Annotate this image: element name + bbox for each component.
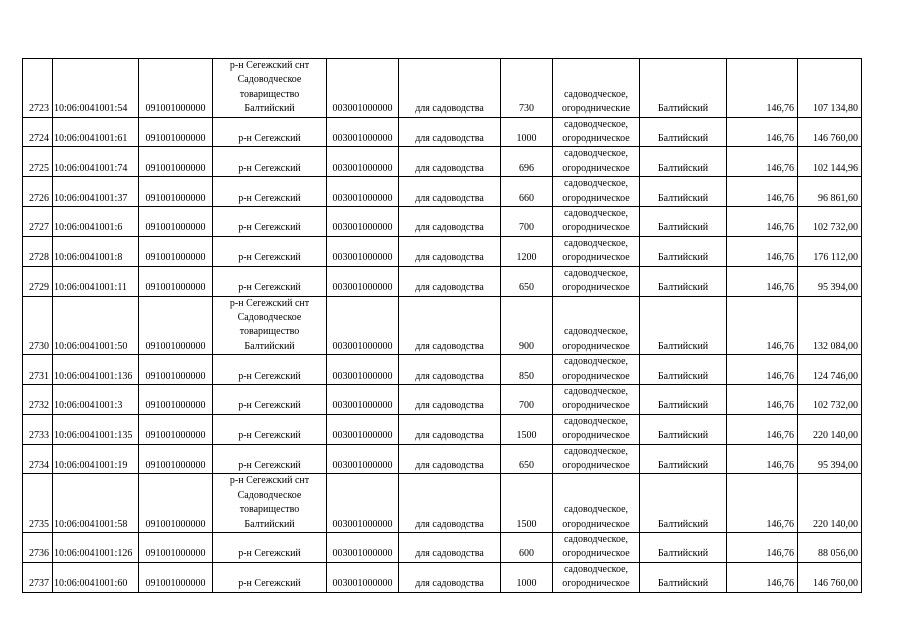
permitted-use-cell: для садоводства <box>399 474 501 533</box>
zone-code-cell: 003001000000 <box>327 147 399 177</box>
cadastral-value-cell: 96 861,60 <box>798 177 862 207</box>
area-cell: 1200 <box>501 236 553 266</box>
table-row <box>23 266 862 296</box>
okato-code-cell: 091001000000 <box>139 414 213 444</box>
row-number-cell: 2732 <box>23 384 53 414</box>
row-number-cell: 2735 <box>23 474 53 533</box>
okato-code-cell: 091001000000 <box>139 59 213 118</box>
cadastral-number-cell: 10:06:0041001:3 <box>53 384 139 414</box>
location-cell: р-н Сегежский <box>213 355 327 385</box>
specific-value-cell: 146,76 <box>727 147 798 177</box>
cadastral-value-cell: 176 112,00 <box>798 236 862 266</box>
cadastral-number-cell: 10:06:0041001:6 <box>53 207 139 237</box>
cadastral-number-cell: 10:06:0041001:50 <box>53 296 139 355</box>
land-use-type-cell: садоводческое, огородническое <box>553 147 640 177</box>
location-cell: р-н Сегежский снт Садоводческое товарищество Балтийский <box>213 59 327 118</box>
permitted-use-cell: для садоводства <box>399 266 501 296</box>
area-cell: 1000 <box>501 562 553 592</box>
settlement-name-cell: Балтийский <box>640 533 727 563</box>
zone-code-cell: 003001000000 <box>327 59 399 118</box>
area-cell: 900 <box>501 296 553 355</box>
specific-value-cell: 146,76 <box>727 59 798 118</box>
table-row <box>23 384 862 414</box>
okato-code-cell: 091001000000 <box>139 444 213 474</box>
location-cell: р-н Сегежский <box>213 533 327 563</box>
specific-value-cell: 146,76 <box>727 296 798 355</box>
settlement-name-cell: Балтийский <box>640 384 727 414</box>
land-use-type-cell: садоводческое, огородническое <box>553 384 640 414</box>
permitted-use-cell: для садоводства <box>399 236 501 266</box>
table-row <box>23 59 862 118</box>
okato-code-cell: 091001000000 <box>139 474 213 533</box>
permitted-use-cell: для садоводства <box>399 147 501 177</box>
location-cell: р-н Сегежский <box>213 414 327 444</box>
land-use-type-cell: садоводческое, огородническое <box>553 414 640 444</box>
area-cell: 700 <box>501 384 553 414</box>
row-number-cell: 2725 <box>23 147 53 177</box>
zone-code-cell: 003001000000 <box>327 562 399 592</box>
cadastral-number-cell: 10:06:0041001:11 <box>53 266 139 296</box>
cadastral-value-cell: 88 056,00 <box>798 533 862 563</box>
specific-value-cell: 146,76 <box>727 236 798 266</box>
land-use-type-cell: садоводческое, огородническое <box>553 236 640 266</box>
cadastral-number-cell: 10:06:0041001:8 <box>53 236 139 266</box>
table-row <box>23 444 862 474</box>
zone-code-cell: 003001000000 <box>327 414 399 444</box>
land-cadastral-table <box>22 58 862 593</box>
area-cell: 730 <box>501 59 553 118</box>
location-cell: р-н Сегежский <box>213 117 327 147</box>
zone-code-cell: 003001000000 <box>327 444 399 474</box>
location-cell: р-н Сегежский снт Садоводческое товарищество Балтийский <box>213 296 327 355</box>
cadastral-number-cell: 10:06:0041001:37 <box>53 177 139 207</box>
okato-code-cell: 091001000000 <box>139 533 213 563</box>
permitted-use-cell: для садоводства <box>399 444 501 474</box>
okato-code-cell: 091001000000 <box>139 117 213 147</box>
permitted-use-cell: для садоводства <box>399 414 501 444</box>
permitted-use-cell: для садоводства <box>399 533 501 563</box>
permitted-use-cell: для садоводства <box>399 384 501 414</box>
specific-value-cell: 146,76 <box>727 414 798 444</box>
cadastral-value-cell: 95 394,00 <box>798 266 862 296</box>
land-use-type-cell: садоводческое, огородническое <box>553 207 640 237</box>
area-cell: 1500 <box>501 474 553 533</box>
settlement-name-cell: Балтийский <box>640 59 727 118</box>
land-use-type-cell: садоводческое, огородническое <box>553 177 640 207</box>
specific-value-cell: 146,76 <box>727 355 798 385</box>
settlement-name-cell: Балтийский <box>640 562 727 592</box>
area-cell: 700 <box>501 207 553 237</box>
location-cell: р-н Сегежский <box>213 207 327 237</box>
permitted-use-cell: для садоводства <box>399 296 501 355</box>
row-number-cell: 2727 <box>23 207 53 237</box>
specific-value-cell: 146,76 <box>727 384 798 414</box>
zone-code-cell: 003001000000 <box>327 355 399 385</box>
cadastral-number-cell: 10:06:0041001:135 <box>53 414 139 444</box>
permitted-use-cell: для садоводства <box>399 177 501 207</box>
table-row <box>23 147 862 177</box>
cadastral-value-cell: 220 140,00 <box>798 414 862 444</box>
cadastral-value-cell: 102 144,96 <box>798 147 862 177</box>
row-number-cell: 2736 <box>23 533 53 563</box>
location-cell: р-н Сегежский снт Садоводческое товарищество Балтийский <box>213 474 327 533</box>
area-cell: 1000 <box>501 117 553 147</box>
zone-code-cell: 003001000000 <box>327 474 399 533</box>
land-use-type-cell: садоводческое, огороднические <box>553 59 640 118</box>
zone-code-cell: 003001000000 <box>327 117 399 147</box>
land-use-type-cell: садоводческое, огородническое <box>553 474 640 533</box>
settlement-name-cell: Балтийский <box>640 444 727 474</box>
settlement-name-cell: Балтийский <box>640 355 727 385</box>
land-use-type-cell: садоводческое, огородническое <box>553 444 640 474</box>
land-use-type-cell: садоводческое, огородническое <box>553 533 640 563</box>
area-cell: 1500 <box>501 414 553 444</box>
cadastral-number-cell: 10:06:0041001:126 <box>53 533 139 563</box>
zone-code-cell: 003001000000 <box>327 384 399 414</box>
row-number-cell: 2723 <box>23 59 53 118</box>
row-number-cell: 2729 <box>23 266 53 296</box>
location-cell: р-н Сегежский <box>213 384 327 414</box>
cadastral-value-cell: 107 134,80 <box>798 59 862 118</box>
settlement-name-cell: Балтийский <box>640 147 727 177</box>
table-row <box>23 117 862 147</box>
zone-code-cell: 003001000000 <box>327 296 399 355</box>
settlement-name-cell: Балтийский <box>640 207 727 237</box>
row-number-cell: 2734 <box>23 444 53 474</box>
land-use-type-cell: садоводческое, огородническое <box>553 562 640 592</box>
area-cell: 660 <box>501 177 553 207</box>
row-number-cell: 2733 <box>23 414 53 444</box>
location-cell: р-н Сегежский <box>213 444 327 474</box>
land-use-type-cell: садоводческое, огородническое <box>553 117 640 147</box>
settlement-name-cell: Балтийский <box>640 117 727 147</box>
area-cell: 600 <box>501 533 553 563</box>
permitted-use-cell: для садоводства <box>399 59 501 118</box>
settlement-name-cell: Балтийский <box>640 414 727 444</box>
location-cell: р-н Сегежский <box>213 177 327 207</box>
row-number-cell: 2731 <box>23 355 53 385</box>
cadastral-number-cell: 10:06:0041001:60 <box>53 562 139 592</box>
table-row <box>23 414 862 444</box>
area-cell: 850 <box>501 355 553 385</box>
row-number-cell: 2728 <box>23 236 53 266</box>
specific-value-cell: 146,76 <box>727 117 798 147</box>
cadastral-value-cell: 132 084,00 <box>798 296 862 355</box>
okato-code-cell: 091001000000 <box>139 207 213 237</box>
table-row <box>23 355 862 385</box>
specific-value-cell: 146,76 <box>727 207 798 237</box>
zone-code-cell: 003001000000 <box>327 533 399 563</box>
table-row <box>23 236 862 266</box>
cadastral-number-cell: 10:06:0041001:61 <box>53 117 139 147</box>
okato-code-cell: 091001000000 <box>139 266 213 296</box>
land-use-type-cell: садоводческое, огородническое <box>553 355 640 385</box>
okato-code-cell: 091001000000 <box>139 236 213 266</box>
zone-code-cell: 003001000000 <box>327 207 399 237</box>
okato-code-cell: 091001000000 <box>139 177 213 207</box>
permitted-use-cell: для садоводства <box>399 562 501 592</box>
table-row <box>23 296 862 355</box>
permitted-use-cell: для садоводства <box>399 117 501 147</box>
settlement-name-cell: Балтийский <box>640 474 727 533</box>
cadastral-number-cell: 10:06:0041001:136 <box>53 355 139 385</box>
cadastral-number-cell: 10:06:0041001:58 <box>53 474 139 533</box>
okato-code-cell: 091001000000 <box>139 296 213 355</box>
cadastral-number-cell: 10:06:0041001:54 <box>53 59 139 118</box>
table-body <box>23 59 862 593</box>
okato-code-cell: 091001000000 <box>139 355 213 385</box>
cadastral-value-cell: 124 746,00 <box>798 355 862 385</box>
row-number-cell: 2737 <box>23 562 53 592</box>
cadastral-value-cell: 102 732,00 <box>798 384 862 414</box>
specific-value-cell: 146,76 <box>727 266 798 296</box>
zone-code-cell: 003001000000 <box>327 177 399 207</box>
location-cell: р-н Сегежский <box>213 562 327 592</box>
specific-value-cell: 146,76 <box>727 474 798 533</box>
zone-code-cell: 003001000000 <box>327 236 399 266</box>
location-cell: р-н Сегежский <box>213 236 327 266</box>
specific-value-cell: 146,76 <box>727 562 798 592</box>
settlement-name-cell: Балтийский <box>640 236 727 266</box>
location-cell: р-н Сегежский <box>213 266 327 296</box>
table-row <box>23 177 862 207</box>
cadastral-value-cell: 95 394,00 <box>798 444 862 474</box>
settlement-name-cell: Балтийский <box>640 177 727 207</box>
area-cell: 650 <box>501 444 553 474</box>
specific-value-cell: 146,76 <box>727 444 798 474</box>
okato-code-cell: 091001000000 <box>139 384 213 414</box>
cadastral-number-cell: 10:06:0041001:74 <box>53 147 139 177</box>
location-cell: р-н Сегежский <box>213 147 327 177</box>
cadastral-value-cell: 220 140,00 <box>798 474 862 533</box>
settlement-name-cell: Балтийский <box>640 296 727 355</box>
row-number-cell: 2726 <box>23 177 53 207</box>
specific-value-cell: 146,76 <box>727 533 798 563</box>
row-number-cell: 2730 <box>23 296 53 355</box>
cadastral-value-cell: 146 760,00 <box>798 562 862 592</box>
cadastral-value-cell: 102 732,00 <box>798 207 862 237</box>
table-row <box>23 474 862 533</box>
table-row <box>23 533 862 563</box>
cadastral-value-cell: 146 760,00 <box>798 117 862 147</box>
cadastral-number-cell: 10:06:0041001:19 <box>53 444 139 474</box>
land-use-type-cell: садоводческое, огородническое <box>553 296 640 355</box>
zone-code-cell: 003001000000 <box>327 266 399 296</box>
permitted-use-cell: для садоводства <box>399 207 501 237</box>
table-row <box>23 562 862 592</box>
land-use-type-cell: садоводческое, огородническое <box>553 266 640 296</box>
table-row <box>23 207 862 237</box>
row-number-cell: 2724 <box>23 117 53 147</box>
permitted-use-cell: для садоводства <box>399 355 501 385</box>
okato-code-cell: 091001000000 <box>139 147 213 177</box>
area-cell: 650 <box>501 266 553 296</box>
area-cell: 696 <box>501 147 553 177</box>
specific-value-cell: 146,76 <box>727 177 798 207</box>
settlement-name-cell: Балтийский <box>640 266 727 296</box>
okato-code-cell: 091001000000 <box>139 562 213 592</box>
